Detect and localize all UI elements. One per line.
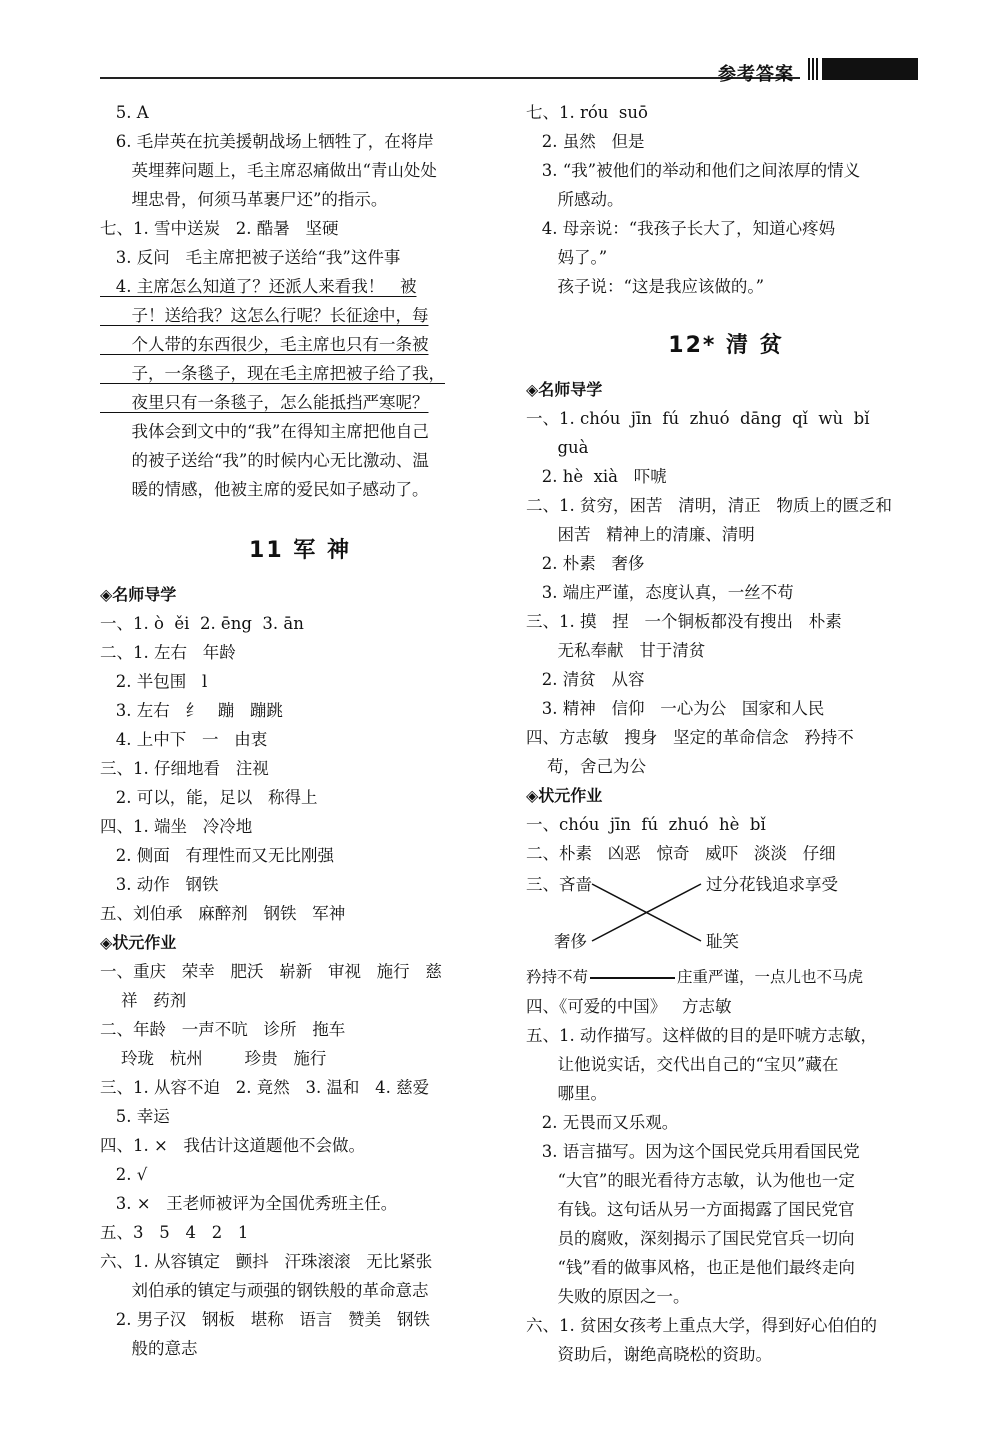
answer-line: 般的意志: [100, 1339, 198, 1358]
underlined-line: 子，一条毯子，现在毛主席把被子给了我，: [100, 364, 445, 383]
lesson-title-11: 11 军 神: [249, 538, 351, 563]
answer-line: 2. 半包围 l: [100, 672, 208, 691]
answer-line: 二、朴素 凶恶 惊奇 威吓 淡淡 仔细: [526, 844, 836, 863]
answer-line: 2. hè xià 吓唬: [526, 467, 667, 486]
answer-line: 刘伯承的镇定与顽强的钢铁般的革命意志: [100, 1281, 429, 1300]
answer-line: 七、1. 雪中送炭 2. 酷暑 坚硬: [100, 219, 339, 238]
answer-line: 三、1. 从容不迫 2. 竟然 3. 温和 4. 慈爱: [100, 1078, 430, 1097]
answer-line: 哪里。: [526, 1084, 607, 1103]
section-heading: ◈状元作业: [100, 933, 177, 952]
match-left-bottom: 奢侈: [554, 932, 587, 951]
answer-line: 我体会到文中的“我”在得知主席把他自己: [100, 422, 429, 441]
answer-line: 祥 药剂: [100, 991, 187, 1010]
section-heading: ◈名师导学: [526, 380, 603, 399]
underlined-line: 夜里只有一条毯子，怎么能抵挡严寒呢？: [100, 393, 429, 412]
answer-line: 一、重庆 荣幸 肥沃 崭新 审视 施行 慈: [100, 962, 442, 981]
section-heading: ◈名师导学: [100, 585, 177, 604]
underlined-line: 个人带的东西很少，毛主席也只有一条被: [100, 335, 429, 354]
answer-line: 英埋葬问题上，毛主席忍痛做出“青山处处: [100, 161, 437, 180]
answer-line: “大官”的眼光看待方志敏，认为他也一定: [526, 1171, 855, 1190]
answer-line: 3. 精神 信仰 一心为公 国家和人民: [526, 699, 825, 718]
answer-line: 二、1. 贫穷，困苦 清明，清正 物质上的匮乏和: [526, 496, 892, 515]
answer-line: 无私奉献 甘于清贫: [526, 641, 706, 660]
answer-line: 六、1. 从容镇定 颤抖 汗珠滚滚 无比紧张: [100, 1252, 433, 1271]
answer-line: 4. 上中下 一 由衷: [100, 730, 268, 749]
answer-line: 三、1. 仔细地看 注视: [100, 759, 269, 778]
answer-line: 六、1. 贫困女孩考上重点大学，得到好心伯伯的: [526, 1316, 877, 1335]
match-pair: [526, 963, 926, 992]
answer-line: 2. 朴素 奢侈: [526, 554, 645, 573]
answer-line: 七、1. róu suō: [526, 103, 648, 122]
answer-line: 2. 虽然 但是: [526, 132, 645, 151]
answer-line: 2. 清贫 从容: [526, 670, 645, 689]
underlined-line: 子！送给我？这怎么行呢？长征途中，每: [100, 306, 429, 325]
answer-line: 失败的原因之一。: [526, 1287, 690, 1306]
answer-line: “钱”看的做事风格，也正是他们最终走向: [526, 1258, 855, 1277]
answer-line: 孩子说：“这是我应该做的。”: [526, 277, 765, 296]
answer-line: 资助后，谢绝高晓松的资助。: [526, 1345, 772, 1364]
header-stripes: [808, 58, 818, 80]
answer-line: 的被子送给“我”的时候内心无比激动、温: [100, 451, 429, 470]
match-right-bottom: 耻笑: [706, 932, 739, 951]
header-title: 参考答案: [718, 64, 794, 85]
answer-line: 一、1. chóu jīn fú zhuó dāng qǐ wù bǐ: [526, 409, 870, 428]
answer-line: 四、方志敏 搜身 坚定的革命信念 矜持不: [526, 728, 854, 747]
matching-exercise: [526, 868, 906, 963]
match-right-top: 过分花钱追求享受: [706, 875, 838, 894]
answer-line: 困苦 精神上的清廉、清明: [526, 525, 755, 544]
answer-line: 二、年龄 一声不吭 诊所 拖车: [100, 1020, 346, 1039]
underlined-line: 4. 主席怎么知道了？还派人来看我！ 被: [100, 277, 417, 296]
answer-line: 2. 侧面 有理性而又无比刚强: [100, 846, 334, 865]
answer-line: 苟，舍己为公: [526, 757, 646, 776]
answer-line: 4. 母亲说：“我孩子长大了，知道心疼妈: [526, 219, 836, 238]
answer-line: 3. “我”被他们的举动和他们之间浓厚的情义: [526, 161, 861, 180]
match-pair-right: 庄重严谨，一点儿也不马虎: [677, 968, 864, 986]
answer-line: 五、1. 动作描写。这样做的目的是吓唬方志敏，: [526, 1026, 877, 1045]
answer-line: 2. 男子汉 钢板 堪称 语言 赞美 钢铁: [100, 1310, 430, 1329]
answer-line: 3. 反问 毛主席把被子送给“我”这件事: [100, 248, 401, 267]
answer-line: 玲珑 杭州 珍贵 施行: [100, 1049, 327, 1068]
answer-line: 2. √: [100, 1165, 148, 1184]
answer-line: 二、1. 左右 年龄: [100, 643, 236, 662]
answer-line: 五、刘伯承 麻醉剂 钢铁 军神: [100, 904, 346, 923]
answer-line: 3. 端庄严谨，态度认真，一丝不苟: [526, 583, 794, 602]
answer-line: 3. 语言描写。因为这个国民党兵用看国民党: [526, 1142, 860, 1161]
answer-line: 2. 无畏而又乐观。: [526, 1113, 679, 1132]
answer-line: 5. A: [100, 103, 149, 122]
connector-line: [590, 977, 675, 979]
answer-line: 有钱。这句话从另一方面揭露了国民党官: [526, 1200, 855, 1219]
answer-line: 3. 动作 钢铁: [100, 875, 219, 894]
answer-line: 让他说实话，交代出自己的“宝贝”藏在: [526, 1055, 839, 1074]
header-black-block: [822, 58, 918, 80]
left-column: [100, 98, 500, 1363]
header-rule: [100, 77, 800, 79]
answer-line: 埋忠骨，何须马革裹尸还”的指示。: [100, 190, 388, 209]
answer-line: 四、《可爱的中国》 方志敏: [526, 997, 732, 1016]
match-pair-left: 矜持不苟: [526, 968, 589, 986]
answer-line: 一、chóu jīn fú zhuó hè bǐ: [526, 815, 766, 834]
right-column: [526, 98, 926, 1369]
answer-line: 3. × 王老师被评为全国优秀班主任。: [100, 1194, 398, 1213]
answer-line: 妈了。”: [526, 248, 608, 267]
answer-line: 2. 可以，能，足以 称得上: [100, 788, 318, 807]
answer-line: 员的腐败，深刻揭示了国民党官兵一切向: [526, 1229, 855, 1248]
answer-line: 一、1. ò ěi 2. ēng 3. ān: [100, 614, 304, 633]
answer-line: 三、1. 摸 捏 一个铜板都没有搜出 朴素: [526, 612, 842, 631]
answer-line: 所感动。: [526, 190, 624, 209]
answer-line: 5. 幸运: [100, 1107, 170, 1126]
answer-line: guà: [526, 438, 589, 457]
answer-line: 五、3 5 4 2 1: [100, 1223, 249, 1242]
lesson-title-12: 12* 清 贫: [668, 333, 784, 358]
answer-line: 暖的情感，他被主席的爱民如子感动了。: [100, 480, 429, 499]
answer-line: 四、1. 端坐 冷冷地: [100, 817, 253, 836]
section-heading: ◈状元作业: [526, 786, 603, 805]
match-left-top: 三、吝啬: [526, 875, 592, 894]
answer-line: 6. 毛岸英在抗美援朝战场上牺牲了，在将岸: [100, 132, 434, 151]
answer-line: 3. 左右 纟 蹦 蹦跳: [100, 701, 283, 720]
answer-line: 四、1. × 我估计这道题他不会做。: [100, 1136, 366, 1155]
